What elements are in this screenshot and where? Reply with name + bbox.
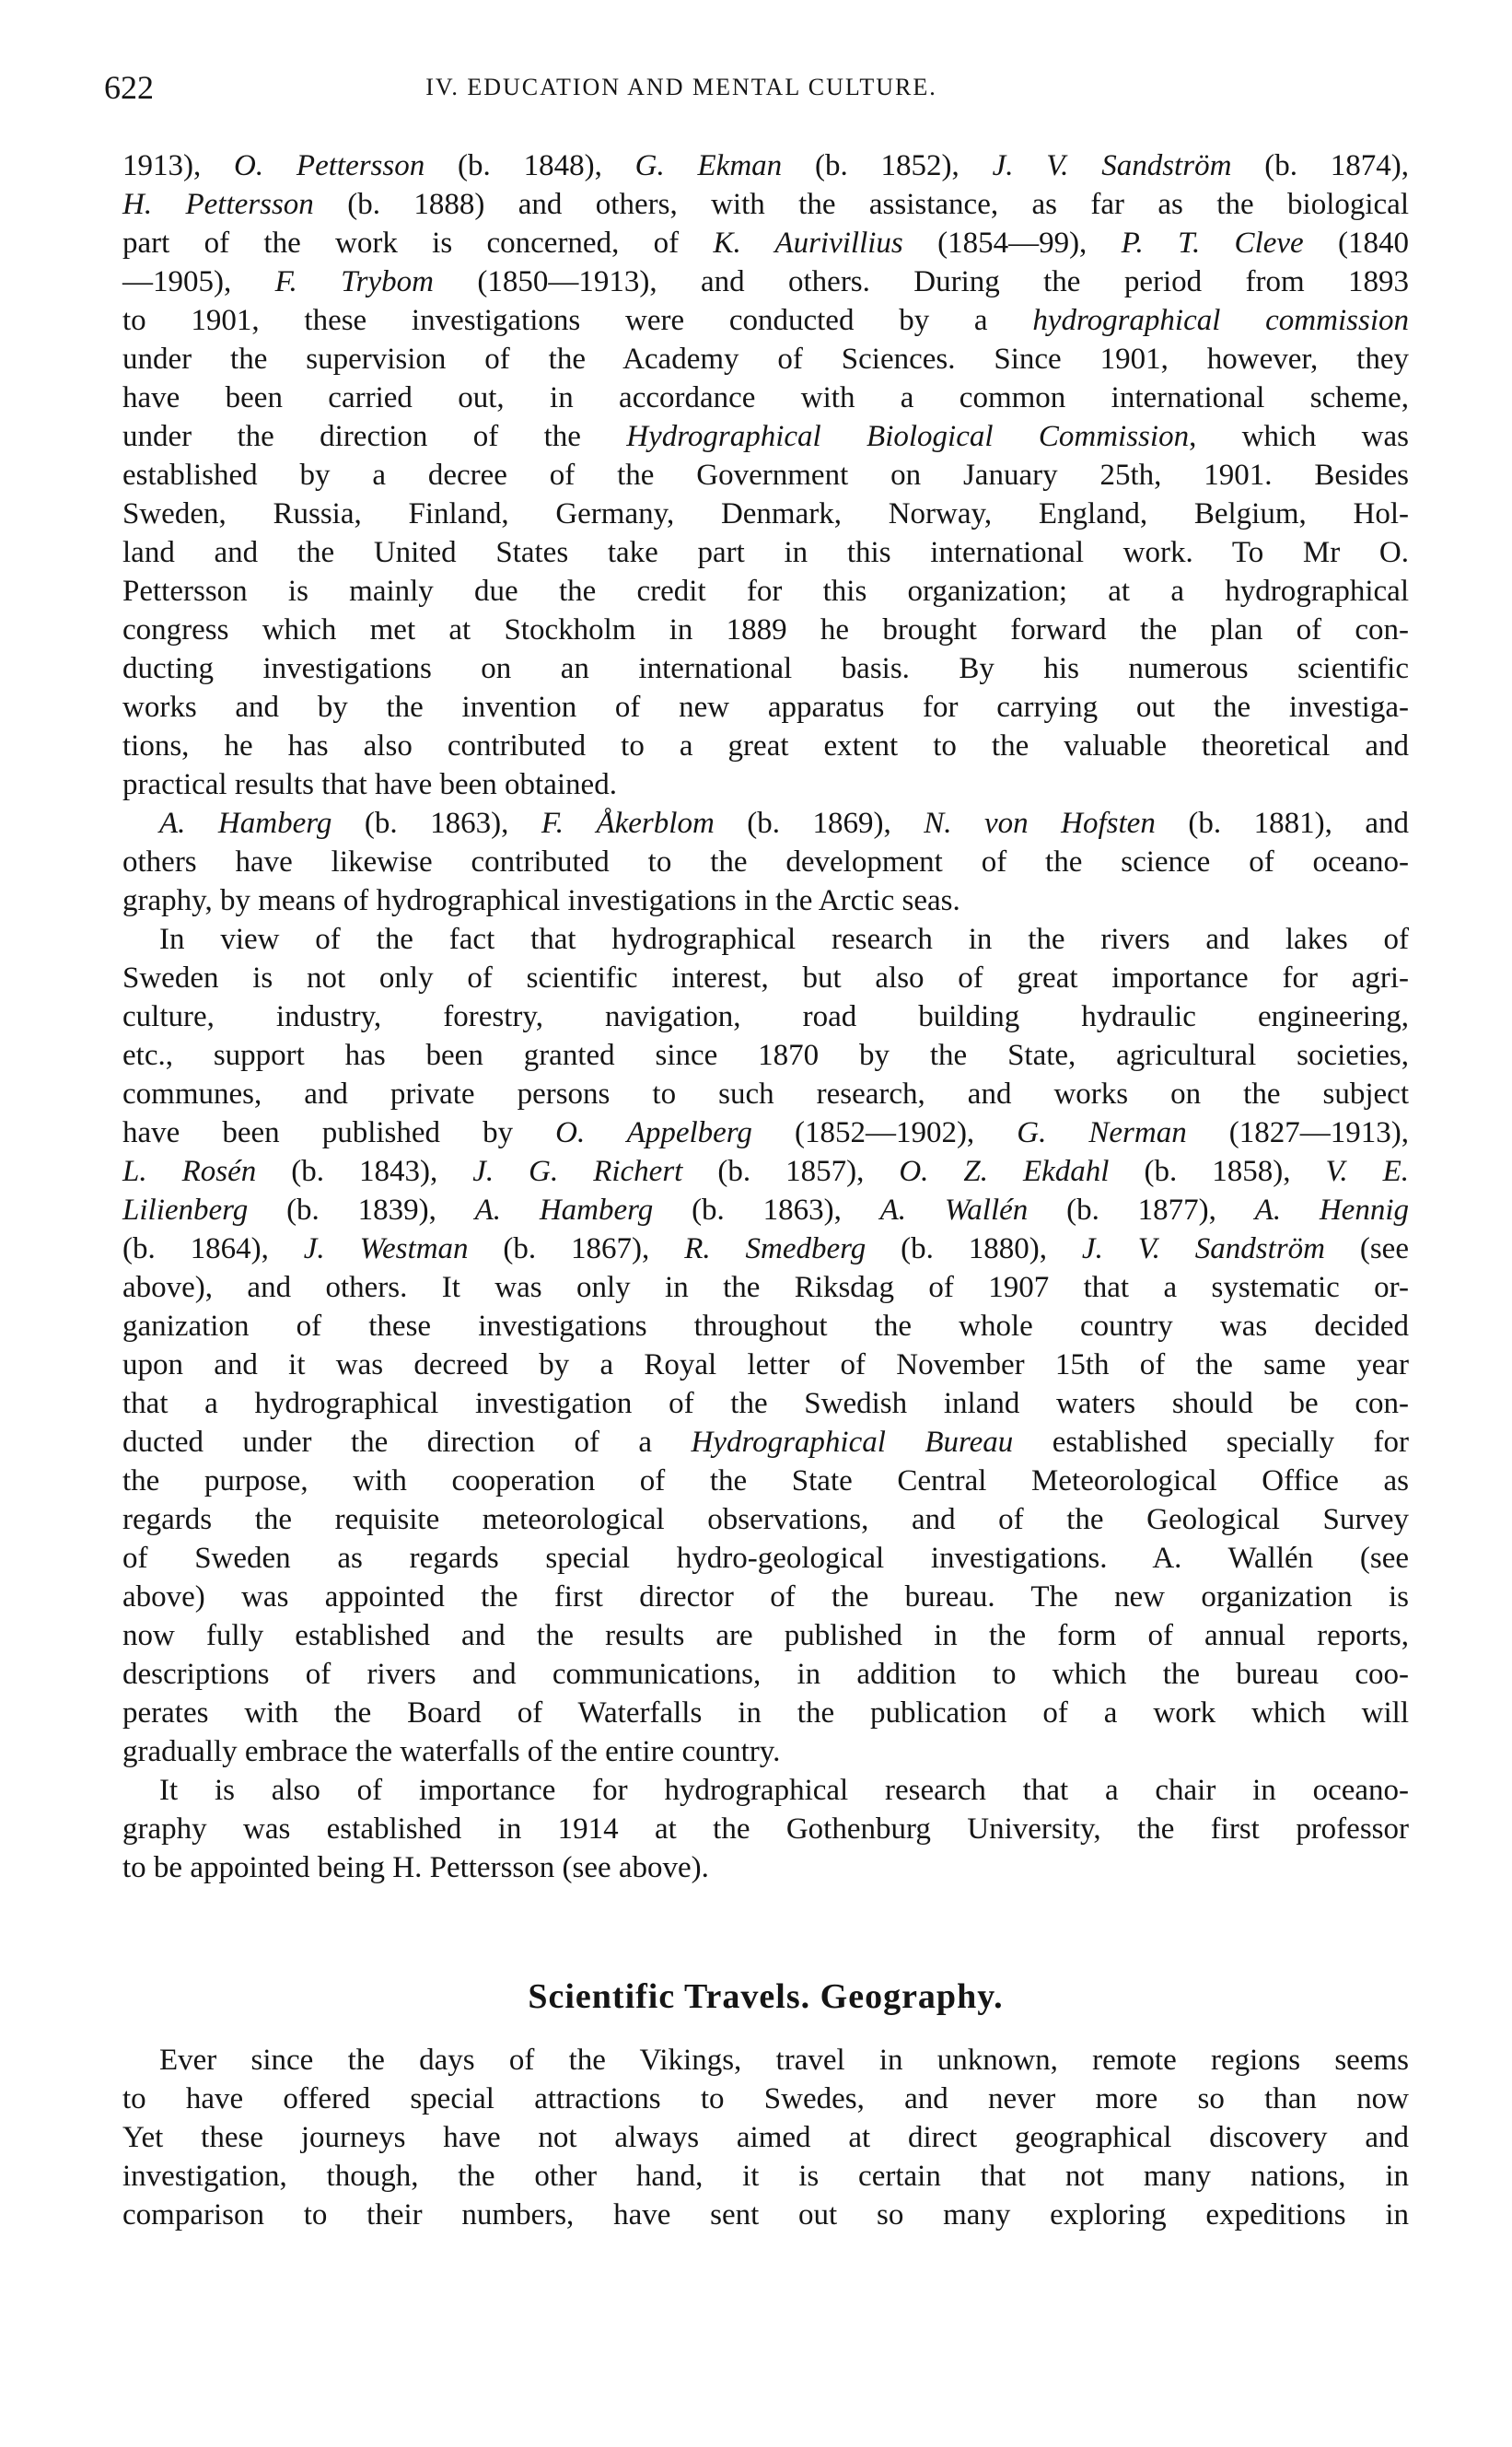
body-text-section-1 [122, 146, 1409, 1887]
text-run: under the supervision of the Academy of Sciences. Since 1901, however, they [122, 343, 1409, 376]
text-run: ducting investigations on an international basis. By his numerous scientific [122, 652, 1409, 685]
text-line [122, 765, 1409, 804]
text-run: (b. 1869), [714, 807, 925, 840]
text-line [122, 843, 1409, 881]
body-text-section-2 [122, 2041, 1409, 2234]
italic-name: O. Appelberg [555, 1116, 752, 1149]
text-line [122, 1307, 1409, 1346]
text-run: It is also of importance for hydrographical research that a chair in oceano- [159, 1774, 1409, 1807]
text-run: established by a decree of the Government on January 25th, 1901. Besides [122, 459, 1409, 492]
text-run: Ever since the days of the Vikings, travel in unknown, remote regions seems [159, 2044, 1409, 2077]
text-line [122, 417, 1409, 456]
italic-name: Lilienberg [122, 1194, 249, 1227]
text-run: now fully established and the results are published in the form of annual reports, [122, 1619, 1409, 1652]
text-line [122, 301, 1409, 340]
italic-name: L. Rosén [122, 1155, 257, 1188]
text-run: land and the United States take part in this international work. To Mr O. [122, 536, 1409, 569]
text-run: (b. 1852), [782, 149, 993, 182]
text-run: (see [1324, 1232, 1409, 1265]
text-run: part of the work is concerned, of [122, 227, 714, 260]
italic-name: K. Aurivillius [713, 227, 903, 260]
text-line [122, 1616, 1409, 1655]
text-line [122, 2118, 1409, 2157]
text-line [122, 920, 1409, 959]
italic-name: R. Smedberg [684, 1232, 866, 1265]
text-line [122, 340, 1409, 379]
text-line [122, 959, 1409, 997]
text-run: descriptions of rivers and communications, in addition to which the bureau coo- [122, 1658, 1409, 1691]
text-line [122, 1346, 1409, 1384]
text-line [122, 1500, 1409, 1539]
text-run: upon and it was decreed by a Royal letter of November 15th of the same year [122, 1348, 1409, 1381]
text-run: to 1901, these investigations were conducted by a [122, 304, 1033, 337]
text-run: (b. 1888) and others, with the assistance, as far as the biological [313, 188, 1409, 221]
italic-name: G. Ekman [634, 149, 783, 182]
text-run: graphy was established in 1914 at the Gothenburg University, the first professor [122, 1812, 1409, 1846]
text-run: congress which met at Stockholm in 1889 he brought forward the plan of con- [122, 613, 1409, 647]
text-run: ducted under the direction of a [122, 1426, 692, 1459]
text-line [122, 1152, 1409, 1191]
text-run: Yet these journeys have not always aimed at direct geographical discovery and [122, 2121, 1409, 2154]
text-run: (1854—99), [902, 227, 1122, 260]
text-run: the purpose, with cooperation of the State Central Meteorological Office as [122, 1464, 1409, 1497]
text-run: (b. 1881), and [1155, 807, 1409, 840]
italic-name: N. von Hofsten [924, 807, 1156, 840]
page-number: 622 [104, 69, 154, 106]
text-line [122, 1113, 1409, 1152]
text-line [122, 1268, 1409, 1307]
text-line [122, 1694, 1409, 1732]
italic-name: J. V. Sandström [992, 149, 1232, 182]
italic-name: A. Hamberg [159, 807, 332, 840]
text-run: (b. 1877), [1028, 1194, 1255, 1227]
text-run: that a hydrographical investigation of the Swedish inland waters should be con- [122, 1387, 1409, 1420]
text-run: 1913), [122, 149, 235, 182]
italic-name: F. Trybom [274, 265, 435, 298]
text-run: (b. 1863), [653, 1194, 880, 1227]
text-run: gradually embrace the waterfalls of the entire country. [122, 1735, 781, 1768]
text-line [122, 185, 1409, 224]
text-run: tions, he has also contributed to a great extent to the valuable theoretical and [122, 729, 1409, 763]
text-line [122, 804, 1409, 843]
text-line [122, 1655, 1409, 1694]
text-run: (1840 [1303, 227, 1409, 260]
text-run: (b. 1839), [248, 1194, 475, 1227]
text-run: (b. 1880), [866, 1232, 1082, 1265]
text-line [122, 1771, 1409, 1810]
italic-name: O. Z. Ekdahl [899, 1155, 1110, 1188]
text-line [122, 1191, 1409, 1229]
italic-name: O. Pettersson [234, 149, 425, 182]
italic-name: hydrographical commission [1032, 304, 1409, 337]
text-line [122, 997, 1409, 1036]
italic-name: J. G. Richert [472, 1155, 683, 1188]
text-run: perates with the Board of Waterfalls in the publication of a work which will [122, 1696, 1409, 1730]
text-run: have been carried out, in accordance with a common international scheme, [122, 381, 1409, 414]
italic-name: A. Hennig [1254, 1194, 1410, 1227]
text-run: (b. 1843), [256, 1155, 473, 1188]
italic-name: Hydrographical Bureau [691, 1426, 1014, 1459]
text-run: works and by the invention of new apparatus for carrying out the investiga- [122, 691, 1409, 724]
text-run: communes, and private persons to such research, and works on the subject [122, 1078, 1409, 1111]
italic-name: F. Åkerblom [541, 807, 715, 840]
text-line [122, 1578, 1409, 1616]
text-run: (b. 1863), [331, 807, 541, 840]
text-line [122, 611, 1409, 649]
italic-name: P. T. Cleve [1121, 227, 1304, 260]
text-run: regards the requisite meteorological observations, and of the Geological Survey [122, 1503, 1409, 1536]
text-run: have been published by [122, 1116, 556, 1149]
text-run: above), and others. It was only in the Riksdag of 1907 that a systematic or- [122, 1271, 1409, 1304]
text-run: , which was [1189, 420, 1409, 453]
text-line [122, 1075, 1409, 1113]
text-line [122, 2041, 1409, 2080]
text-line [122, 1462, 1409, 1500]
text-run: (1850—1913), and others. During the period from 1893 [434, 265, 1410, 298]
section-heading: Scientific Travels. Geography. [528, 1977, 1004, 2016]
text-run: (b. 1874), [1231, 149, 1409, 182]
text-run: ganization of these investigations throughout the whole country was decided [122, 1310, 1409, 1343]
text-line [122, 2080, 1409, 2118]
text-line [122, 224, 1409, 262]
italic-name: H. Pettersson [122, 188, 314, 221]
text-run: (1852—1902), [751, 1116, 1018, 1149]
text-run: (b. 1858), [1109, 1155, 1326, 1188]
text-run: Sweden is not only of scientific interest, but also of great importance for agri- [122, 961, 1409, 995]
text-line [122, 1539, 1409, 1578]
italic-name: J. Westman [303, 1232, 469, 1265]
text-run: Pettersson is mainly due the credit for this organization; at a hydrographical [122, 575, 1409, 608]
text-run: In view of the fact that hydrographical research in the rivers and lakes of [159, 923, 1409, 956]
text-line [122, 1810, 1409, 1848]
text-line [122, 262, 1409, 301]
text-line [122, 1036, 1409, 1075]
text-line [122, 1384, 1409, 1423]
text-run: above) was appointed the first director of the bureau. The new organization is [122, 1580, 1409, 1614]
text-line [122, 2157, 1409, 2196]
text-run: (b. 1848), [425, 149, 635, 182]
text-line [122, 146, 1409, 185]
text-run: Sweden, Russia, Finland, Germany, Denmark, Norway, England, Belgium, Hol- [122, 497, 1409, 530]
text-line [122, 1423, 1409, 1462]
text-line [122, 688, 1409, 727]
text-line [122, 533, 1409, 572]
text-run: —1905), [122, 265, 275, 298]
text-run: (1827—1913), [1186, 1116, 1409, 1149]
text-run: to be appointed being H. Pettersson (see above). [122, 1851, 709, 1884]
italic-name: A. Hamberg [474, 1194, 654, 1227]
text-line [122, 1732, 1409, 1771]
text-run: practical results that have been obtained. [122, 768, 617, 801]
text-run: (b. 1867), [468, 1232, 685, 1265]
italic-name: A. Wallén [879, 1194, 1029, 1227]
text-line [122, 456, 1409, 495]
text-line [122, 572, 1409, 611]
text-line [122, 379, 1409, 417]
text-line [122, 727, 1409, 765]
text-run: established specially for [1013, 1426, 1409, 1459]
text-run: (b. 1857), [682, 1155, 900, 1188]
text-run: comparison to their numbers, have sent out so many exploring expeditions in [122, 2198, 1409, 2231]
text-run: to have offered special attractions to Swedes, and never more so than now [122, 2082, 1409, 2115]
italic-name: Hydrographical Biological Commission [626, 420, 1190, 453]
italic-name: J. V. Sandström [1081, 1232, 1325, 1265]
text-run: under the direction of the [122, 420, 627, 453]
text-line [122, 2196, 1409, 2234]
italic-name: G. Nerman [1017, 1116, 1187, 1149]
text-run: graphy, by means of hydrographical investigations in the Arctic seas. [122, 884, 960, 917]
text-run: of Sweden as regards special hydro-geological investigations. A. Wallén (see [122, 1542, 1409, 1575]
text-run: (b. 1864), [122, 1232, 304, 1265]
text-run: investigation, though, the other hand, it is certain that not many nations, in [122, 2160, 1409, 2193]
text-run: etc., support has been granted since 1870 by the State, agricultural societies, [122, 1039, 1409, 1072]
running-header: IV. EDUCATION AND MENTAL CULTURE. [425, 74, 937, 100]
italic-name: V. E. [1325, 1155, 1410, 1188]
text-line [122, 1229, 1409, 1268]
text-line [122, 1848, 1409, 1887]
text-line [122, 649, 1409, 688]
text-line [122, 495, 1409, 533]
text-run: culture, industry, forestry, navigation, road building hydraulic engineering, [122, 1000, 1409, 1033]
text-line [122, 881, 1409, 920]
text-run: others have likewise contributed to the development of the science of oceano- [122, 845, 1409, 879]
